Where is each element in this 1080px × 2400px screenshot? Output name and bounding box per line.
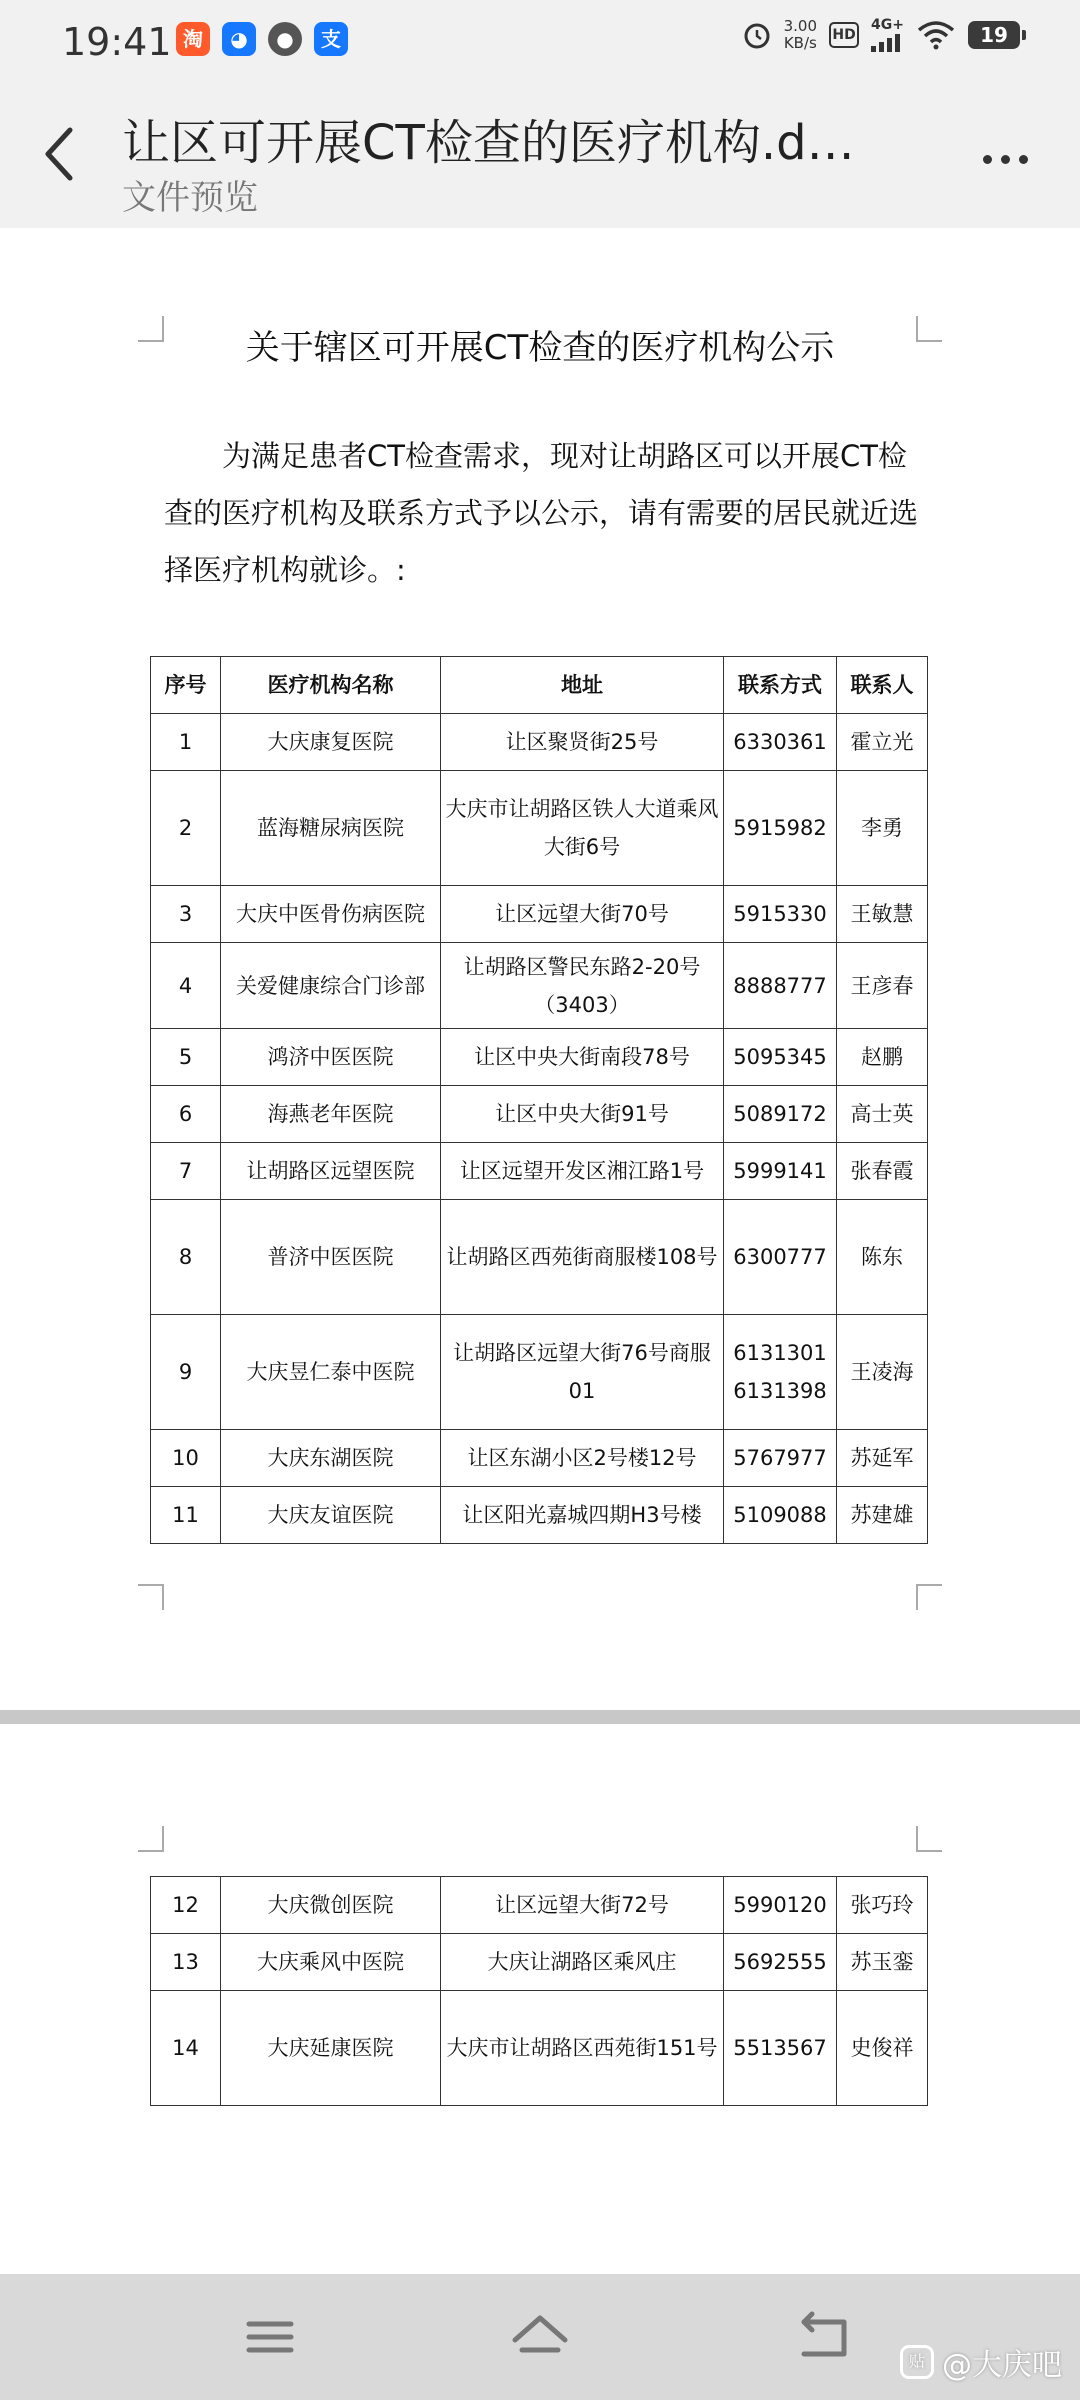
cell-no: 14: [151, 1991, 221, 2106]
document-paragraph: 为满足患者CT检查需求，现对让胡路区可以开展CT检查的医疗机构及联系方式予以公示，请有需要的居民就近选择医疗机构就诊。:: [164, 439, 919, 587]
cell-address: 大庆市让胡路区西苑街151号: [441, 1991, 724, 2106]
back-nav-button[interactable]: [790, 2302, 860, 2372]
cell-no: 3: [151, 886, 221, 943]
phone-line: 6131398: [733, 1379, 827, 1403]
taobao-app-icon: 淘: [176, 22, 210, 56]
cell-address: 让区中央大街91号: [441, 1086, 724, 1143]
document-subtitle: 文件预览: [122, 178, 258, 218]
chat-app-icon: ●: [268, 22, 302, 56]
cell-address: 大庆市让胡路区铁人大道乘风大街6号: [441, 771, 724, 886]
header-name: 医疗机构名称: [221, 657, 441, 714]
status-time: 19:41: [62, 20, 172, 64]
cell-contact: 王凌海: [837, 1315, 928, 1430]
document-page-1[interactable]: [0, 228, 1080, 1710]
cell-name: 让胡路区远望医院: [221, 1143, 441, 1200]
cell-name: 关爱健康综合门诊部: [221, 943, 441, 1029]
cell-address: 让区远望大街72号: [441, 1877, 724, 1934]
table-row: [151, 886, 928, 943]
cell-phone: 5990120: [724, 1877, 837, 1934]
cell-phone: 5692555: [724, 1934, 837, 1991]
cell-no: 9: [151, 1315, 221, 1430]
network-type: 4G+: [871, 17, 904, 33]
more-dot-icon: [1001, 155, 1010, 164]
watermark: [900, 2340, 1062, 2384]
document-title: 让区可开展CT检查的医疗机构.d…: [122, 115, 855, 171]
table-row: [151, 943, 928, 1029]
page-corner-mark: [916, 1826, 942, 1852]
status-bar: [0, 0, 1080, 84]
robot-app-icon: ◕: [222, 22, 256, 56]
cell-no: 5: [151, 1029, 221, 1086]
cell-no: 13: [151, 1934, 221, 1991]
cell-contact: 苏建雄: [837, 1487, 928, 1544]
cell-contact: 赵鹏: [837, 1029, 928, 1086]
table-row: [151, 1200, 928, 1315]
back-button[interactable]: [36, 118, 86, 188]
page-corner-mark: [916, 1584, 942, 1610]
battery-icon: 19: [968, 21, 1020, 49]
cell-name: 大庆微创医院: [221, 1877, 441, 1934]
cell-no: 8: [151, 1200, 221, 1315]
document-page-2[interactable]: [0, 1724, 1080, 2274]
network-speed-value: 3.00: [783, 17, 818, 35]
table-row: [151, 1143, 928, 1200]
cell-name: 大庆中医骨伤病医院: [221, 886, 441, 943]
network-speed-unit: KB/s: [783, 34, 817, 52]
more-dot-icon: [1019, 155, 1028, 164]
cell-signal-icon: [871, 18, 904, 52]
table-row: [151, 1029, 928, 1086]
header-no: 序号: [151, 657, 221, 714]
document-heading: 关于辖区可开展CT检查的医疗机构公示: [245, 328, 835, 368]
cell-contact: 张春霞: [837, 1143, 928, 1200]
more-options-button[interactable]: [970, 134, 1040, 184]
app-header: [0, 84, 1080, 228]
cell-address: 让区聚贤街25号: [441, 714, 724, 771]
cell-contact: 苏玉銮: [837, 1934, 928, 1991]
cell-contact: 陈东: [837, 1200, 928, 1315]
cell-phone: 5915982: [724, 771, 837, 886]
cell-address: 让胡路区西苑街商服楼108号: [441, 1200, 724, 1315]
table-row: [151, 1934, 928, 1991]
cell-address: 让区阳光嘉城四期H3号楼: [441, 1487, 724, 1544]
cell-phone: 8888777: [724, 943, 837, 1029]
cell-phone: 6330361: [724, 714, 837, 771]
cell-name: 大庆康复医院: [221, 714, 441, 771]
cell-address: 让区东湖小区2号楼12号: [441, 1430, 724, 1487]
home-icon: [505, 2302, 575, 2372]
cell-no: 11: [151, 1487, 221, 1544]
alipay-app-icon: 支: [314, 22, 348, 56]
cell-address: 让胡路区远望大街76号商服01: [441, 1315, 724, 1430]
cell-no: 10: [151, 1430, 221, 1487]
table-row: [151, 714, 928, 771]
more-dot-icon: [983, 155, 992, 164]
cell-name: 大庆延康医院: [221, 1991, 441, 2106]
table-row: [151, 1877, 928, 1934]
tieba-logo-icon: 贴: [900, 2345, 934, 2379]
phone-line: 6131301: [733, 1341, 827, 1365]
cell-no: 4: [151, 943, 221, 1029]
table-row: [151, 1991, 928, 2106]
cell-contact: 苏延军: [837, 1430, 928, 1487]
cell-contact: 李勇: [837, 771, 928, 886]
table-row: [151, 1086, 928, 1143]
hd-badge: HD: [829, 22, 859, 48]
cell-no: 1: [151, 714, 221, 771]
watermark-text: @大庆吧: [942, 2348, 1062, 2383]
header-phone: 联系方式: [724, 657, 837, 714]
signal-bars: [871, 32, 900, 52]
page-corner-mark: [138, 1584, 164, 1610]
cell-name: 海燕老年医院: [221, 1086, 441, 1143]
cell-name: 大庆友谊医院: [221, 1487, 441, 1544]
table-row: [151, 1430, 928, 1487]
cell-no: 12: [151, 1877, 221, 1934]
table-row: [151, 1487, 928, 1544]
cell-name: 大庆乘风中医院: [221, 1934, 441, 1991]
status-app-icons: [176, 22, 348, 56]
cell-contact: 王敏慧: [837, 886, 928, 943]
back-arrow-icon: [36, 118, 86, 188]
cell-contact: 霍立光: [837, 714, 928, 771]
cell-contact: 史俊祥: [837, 1991, 928, 2106]
header-address: 地址: [441, 657, 724, 714]
cell-address: 让区远望开发区湘江路1号: [441, 1143, 724, 1200]
header-contact: 联系人: [837, 657, 928, 714]
cell-phone: 5999141: [724, 1143, 837, 1200]
cell-name: 大庆昱仁泰中医院: [221, 1315, 441, 1430]
cell-name: 大庆东湖医院: [221, 1430, 441, 1487]
table-header-row: [151, 657, 928, 714]
menu-icon: [235, 2302, 305, 2372]
cell-phone: 5109088: [724, 1487, 837, 1544]
cell-address: 让胡路区警民东路2-20号（3403）: [441, 943, 724, 1029]
wifi-icon: [916, 20, 956, 50]
institutions-table: [150, 656, 928, 1544]
cell-phone: 6300777: [724, 1200, 837, 1315]
return-icon: [790, 2302, 860, 2372]
menu-nav-button[interactable]: [235, 2302, 305, 2372]
cell-name: 普济中医医院: [221, 1200, 441, 1315]
cell-phone: 5095345: [724, 1029, 837, 1086]
cell-contact: 王彦春: [837, 943, 928, 1029]
cell-no: 7: [151, 1143, 221, 1200]
cell-phone: 5915330: [724, 886, 837, 943]
table-row: [151, 1315, 928, 1430]
cell-phone: 5089172: [724, 1086, 837, 1143]
cell-contact: 高士英: [837, 1086, 928, 1143]
cell-contact: 张巧玲: [837, 1877, 928, 1934]
cell-address: 大庆让湖路区乘风庄: [441, 1934, 724, 1991]
cell-no: 6: [151, 1086, 221, 1143]
cell-name: 鸿济中医医院: [221, 1029, 441, 1086]
cell-address: 让区远望大街70号: [441, 886, 724, 943]
page-divider: [0, 1710, 1080, 1724]
cell-phone: 5767977: [724, 1430, 837, 1487]
cell-name: 蓝海糖尿病医院: [221, 771, 441, 886]
table-row: [151, 771, 928, 886]
network-speed: [784, 18, 817, 52]
system-navigation-bar: [0, 2274, 1080, 2400]
status-indicators: [742, 18, 1020, 52]
page-corner-mark: [138, 1826, 164, 1852]
institutions-table-continued: [150, 1876, 928, 2106]
cell-no: 2: [151, 771, 221, 886]
cell-address: 让区中央大街南段78号: [441, 1029, 724, 1086]
cell-phone: 5513567: [724, 1991, 837, 2106]
alarm-icon: [742, 20, 772, 50]
home-nav-button[interactable]: [505, 2302, 575, 2372]
cell-phone: [724, 1315, 837, 1430]
